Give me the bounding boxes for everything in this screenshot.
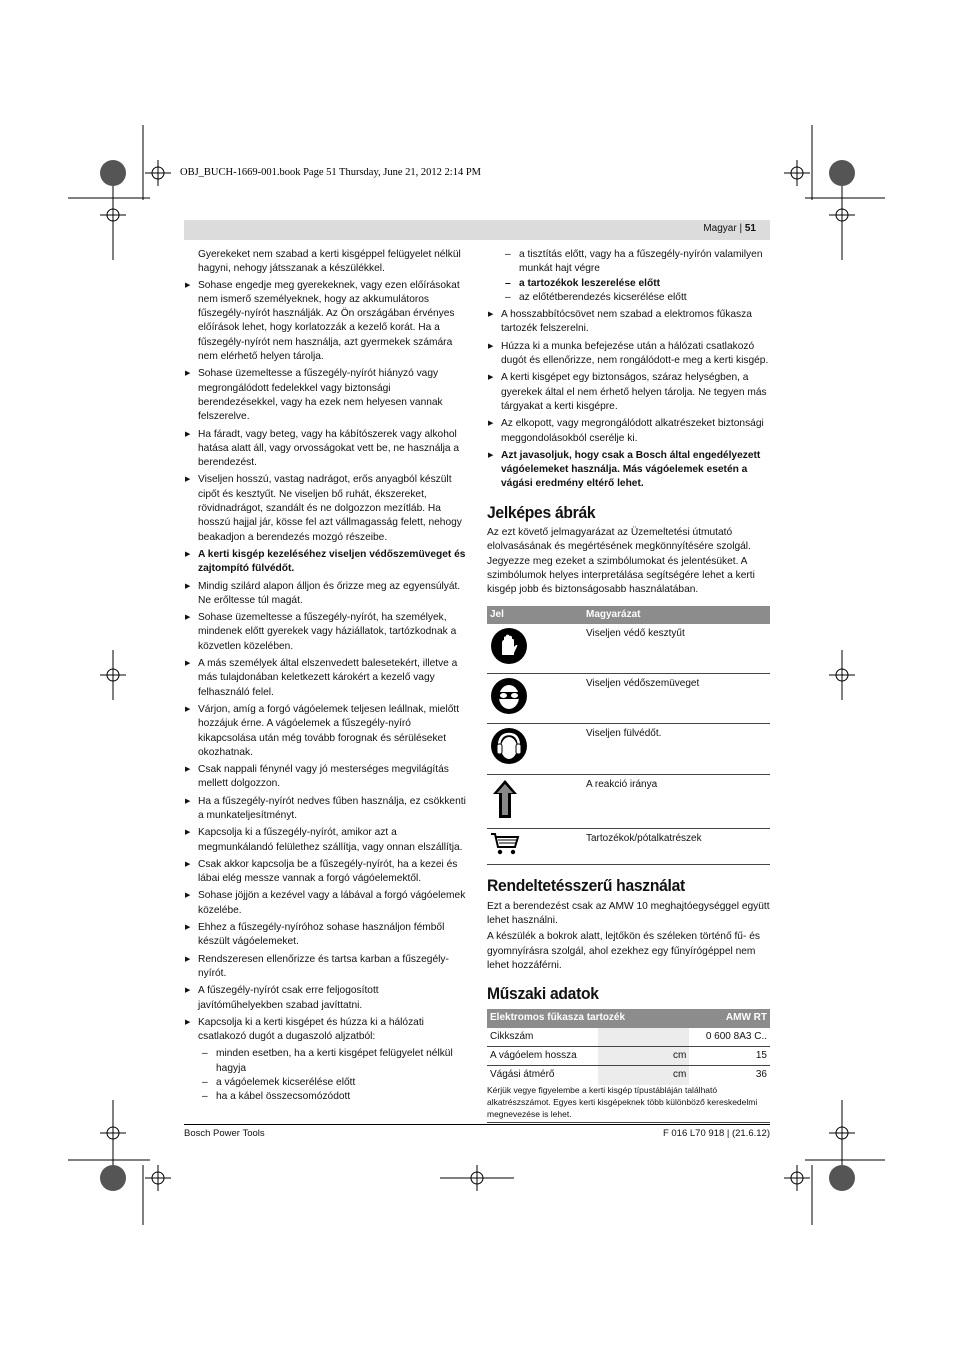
list-item: ▶ Mindig szilárd alapon álljon és őrizze meg az egyensúlyát. Ne erőltesse túl magát. bbox=[184, 580, 466, 609]
tech-unit bbox=[598, 1028, 689, 1047]
list-item: ▶ Ehhez a fűszegély-nyíróhoz sohase használjon fémből készült vágóelemeket. bbox=[184, 921, 466, 950]
technical-data-table bbox=[487, 1009, 770, 1084]
use-paragraph-1: Ezt a berendezést csak az AMW 10 meghajtóegységgel együtt lehet használni. bbox=[487, 900, 770, 926]
list-item: ▶ Viseljen hosszú, vastag nadrágot, erős anyagból készült cipőt és kesztyűt. Ne viseljen bő ruhát, ékszereket, rövidnadrágot, szandált és ne dolgozzon mezítláb. Ha hosszú hajjal jár, kösse fel azt vállmagasság felett, nehogy beakadjon a berendezés mozgó részeibe. bbox=[184, 473, 466, 544]
list-item: ▶ A más személyek által elszenvedett balesetekért, illetve a más tulajdonában keletkezett károkért a kezelő vagy felhasználó felel. bbox=[184, 657, 466, 700]
header-language: Magyar bbox=[703, 223, 737, 234]
list-item: ▶ A kerti kisgépet egy biztonságos, száraz helységben, a gyerekek által el nem érhető helyen tárolja. Ne tegyen más tárgyakat a kerti kisgépre. bbox=[487, 371, 770, 414]
tech-unit: cm bbox=[598, 1046, 689, 1065]
tech-unit: cm bbox=[598, 1066, 689, 1085]
heading-technical-data: Műszaki adatok bbox=[487, 984, 599, 1004]
symbol-description: Tartozékok/pótalkatrészek bbox=[583, 829, 770, 865]
tech-label: A vágóelem hossza bbox=[487, 1046, 598, 1065]
symbol-description: Viseljen védő kesztyűt bbox=[583, 624, 770, 674]
table-row bbox=[487, 674, 770, 724]
heading-symbols: Jelképes ábrák bbox=[487, 502, 596, 522]
shopping-cart-icon bbox=[490, 832, 520, 856]
tech-header-left: Elektromos fűkasza tartozék bbox=[487, 1009, 689, 1027]
ear-protection-icon bbox=[490, 727, 528, 765]
list-item: ▶ Várjon, amíg a forgó vágóelemek teljesen leállnak, mielőtt hozzájuk érne. A vágóelemek a fűszegély-nyíró kikapcsolása után még tovább forognak és sérüléseket okozhatnak. bbox=[184, 703, 466, 760]
table-row bbox=[487, 829, 770, 865]
symbol-description: A reakció iránya bbox=[583, 774, 770, 828]
table-row bbox=[487, 1066, 770, 1085]
gloves-icon bbox=[490, 627, 528, 665]
dash-item: – minden esetben, ha a kerti kisgépet felügyelet nélkül hagyja bbox=[184, 1047, 466, 1076]
symbols-table bbox=[487, 606, 770, 866]
list-item: ▶ A kerti kisgép kezeléséhez viseljen védőszemüveget és zajtompító fülvédőt. bbox=[184, 548, 466, 577]
list-item: ▶ Kapcsolja ki a fűszegély-nyírót, amikor azt a megmunkálandó felülethez szállítja, vagy onnan elszállítja. bbox=[184, 826, 466, 855]
list-item: ▶ Ha fáradt, vagy beteg, vagy ha kábítószerek vagy alkohol hatása alatt áll, vagy orvosságokat vett be, ne használja a berendezést. bbox=[184, 428, 466, 471]
tech-label: Cikkszám bbox=[487, 1028, 598, 1047]
symbol-description: Viseljen fülvédőt. bbox=[583, 724, 770, 774]
table-row bbox=[487, 774, 770, 828]
page-number: 51 bbox=[744, 223, 756, 234]
use-paragraph-2: A készülék a bokrok alatt, lejtőkön és széleken történő fű- és gyomnyírásra szolgál, ahol ezekhez egy fűnyírógéppel nem lehet hozzáférni. bbox=[487, 931, 760, 971]
list-item: ▶ Azt javasoljuk, hogy csak a Bosch által engedélyezett vágóelemeket használja. Más vágóelemek esetén a vágási eredmény eltérő lehet. bbox=[487, 449, 770, 492]
symbols-col-jel: Jel bbox=[487, 606, 583, 624]
footer-right: F 016 L70 918 | (21.6.12) bbox=[662, 1128, 770, 1139]
tech-note: Kérjük vegye figyelembe a kerti kisgép típustábláján található alkatrészszámot. Egyes kerti kisgépeknek több különböző kereskedelmi megnevezése is lehet. bbox=[487, 1084, 770, 1123]
tech-value: 36 bbox=[755, 1069, 767, 1081]
dash-item: – a vágóelemek kicserélése előtt bbox=[184, 1076, 466, 1090]
list-item: ▶ Az elkopott, vagy megrongálódott alkatrészeket biztonsági meggondolásokból cserélje ki. bbox=[487, 417, 770, 446]
list-item: ▶ Sohase engedje meg gyerekeknek, vagy ezen előírásokat nem ismerő személyeknek, hogy az akkumulátoros fűszegély-nyírót használják. Az Ön országában érvényes előírások lehet, hogy korlatozzák a kezelő korát. Ha a fűszegély-nyírót nem használja, azt gyermekek számára nem elérhető helyen tárolja. bbox=[184, 279, 466, 365]
table-row bbox=[487, 1028, 770, 1047]
footer-left: Bosch Power Tools bbox=[184, 1128, 265, 1139]
heading-intended-use: Rendeltetésszerű használat bbox=[487, 876, 685, 896]
tech-value: 15 bbox=[689, 1046, 770, 1065]
list-item: ▶ Csak nappali fénynél vagy jó mesterséges megvilágítás mellett dolgozzon. bbox=[184, 763, 466, 792]
symbols-col-magyarazat: Magyarázat bbox=[583, 606, 770, 624]
table-row bbox=[487, 724, 770, 774]
list-item: ▶ Rendszeresen ellenőrizze és tartsa karban a fűszegély-nyírót. bbox=[184, 953, 466, 982]
dash-item: – az előtétberendezés kicserélése előtt bbox=[487, 291, 770, 305]
dash-item: – ha a kábel összecsomózódott bbox=[184, 1090, 466, 1104]
list-item: ▶ A hosszabbítócsövet nem szabad a elektromos fűkasza tartozék felszerelni. bbox=[487, 308, 770, 337]
table-row bbox=[487, 624, 770, 674]
list-item: ▶ Húzza ki a munka befejezése után a hálózati csatlakozó dugót és ellenőrizze, nem rongálódott-e meg a kerti kisgép. bbox=[487, 340, 770, 369]
list-item: ▶ Sohase üzemeltesse a fűszegély-nyírót hiányzó vagy megrongálódott fedelekkel vagy biztonsági berendezésekkel, vagy ha ezek nem helyesen vannak felszerelve. bbox=[184, 367, 466, 424]
page-footer bbox=[184, 1124, 770, 1139]
right-column bbox=[487, 248, 770, 1123]
list-item: ▶ Csak akkor kapcsolja be a fűszegély-nyírót, ha a kezei és lábai elég messze vannak a forgó vágóelemektől. bbox=[184, 858, 466, 887]
list-item: ▶ A fűszegély-nyírót csak erre feljogosított javítóműhelyekben szabad javíttatni. bbox=[184, 984, 466, 1013]
list-item: ▶ Kapcsolja ki a kerti kisgépet és húzza ki a hálózati csatlakozó dugót a dugaszoló aljzatból: bbox=[184, 1016, 466, 1045]
tech-header-right: AMW RT bbox=[689, 1009, 770, 1027]
header-text bbox=[703, 223, 756, 234]
table-row bbox=[487, 1046, 770, 1065]
reaction-arrow-icon bbox=[490, 778, 520, 820]
intro-paragraph: Gyerekeket nem szabad a kerti kisgéppel felügyelet nélkül hagyni, nehogy játsszanak a készülékkel. bbox=[198, 249, 461, 275]
list-item: ▶ Sohase üzemeltesse a fűszegély-nyírót, ha személyek, mindenek előtt gyerekek vagy háziállatok, tartózkodnak a közvetlen közelében. bbox=[184, 611, 466, 654]
tech-label: Vágási átmérő bbox=[490, 1069, 555, 1081]
list-item: ▶ Ha a fűszegély-nyírót nedves fűben használja, ez csökkenti a munkateljesítményt. bbox=[184, 795, 466, 824]
left-column bbox=[184, 248, 466, 1105]
header-separator: | bbox=[739, 223, 743, 234]
list-item: ▶ Sohase jöjjön a kezével vagy a lábával a forgó vágóelemek közelébe. bbox=[184, 889, 466, 918]
dash-item: – a tartozékok leszerelése előtt bbox=[487, 277, 770, 291]
symbol-description: Viseljen védőszemüveget bbox=[583, 674, 770, 724]
symbols-paragraph: Az ezt követő jelmagyarázat az Üzemeltetési útmutató elolvasásának és megértésének megkönnyítésére szolgál. Jegyezze meg ezeket a szimbólumokat és jelentésüket. A szimbólumok helyes interpretálása segítségére lehet a kerti kisgép jobb és biztonságosabb használatában. bbox=[487, 527, 755, 596]
page-header bbox=[184, 220, 770, 240]
dash-item: – a tisztítás előtt, vagy ha a fűszegély-nyírón valamilyen munkát hajt végre bbox=[487, 248, 770, 277]
tech-value: 0 600 8A3 C.. bbox=[689, 1028, 770, 1047]
print-slug: OBJ_BUCH-1669-001.book Page 51 Thursday, June 21, 2012 2:14 PM bbox=[180, 167, 481, 178]
goggles-icon bbox=[490, 677, 528, 715]
